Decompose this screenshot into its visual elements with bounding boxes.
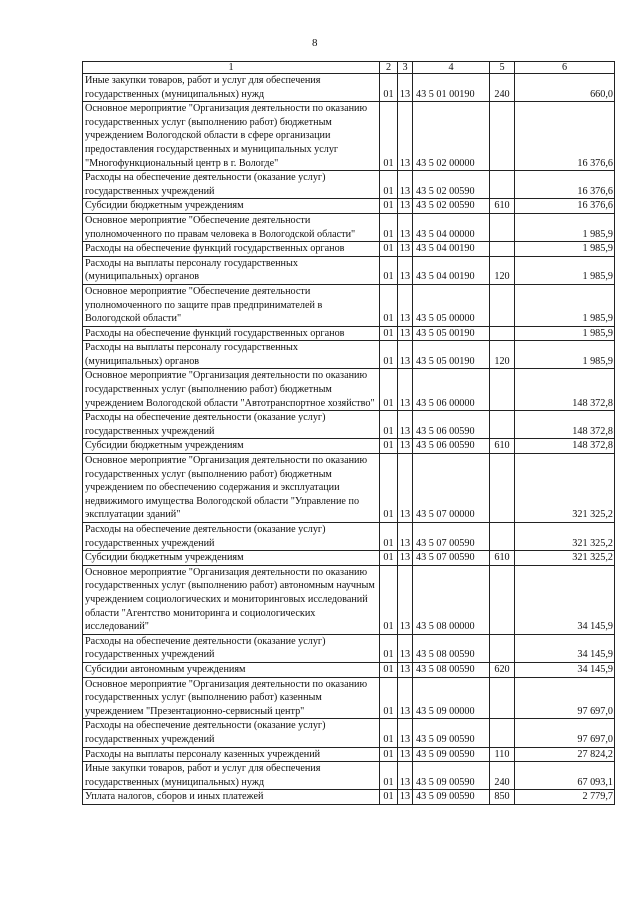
section-code-cell: 01 <box>380 242 398 257</box>
row-name-cell: Расходы на обеспечение деятельности (оказание услуг) государственных учреждений <box>83 411 380 439</box>
table-row <box>83 439 615 454</box>
subsection-code-cell: 13 <box>398 369 413 411</box>
expense-type-cell <box>490 411 515 439</box>
table-row <box>83 199 615 214</box>
table-row <box>83 102 615 171</box>
amount-cell: 1 985,9 <box>515 242 615 257</box>
table-row <box>83 634 615 662</box>
row-name-cell: Расходы на выплаты персоналу государственных (муниципальных) органов <box>83 341 380 369</box>
section-code-cell: 01 <box>380 74 398 102</box>
subsection-code-cell: 13 <box>398 551 413 566</box>
subsection-code-cell: 13 <box>398 242 413 257</box>
table-row <box>83 790 615 805</box>
table-row <box>83 747 615 762</box>
expense-type-cell <box>490 326 515 341</box>
section-code-cell: 01 <box>380 199 398 214</box>
subsection-code-cell: 13 <box>398 213 413 241</box>
amount-cell: 97 697,0 <box>515 719 615 747</box>
section-code-cell: 01 <box>380 284 398 326</box>
section-code-cell: 01 <box>380 213 398 241</box>
subsection-code-cell: 13 <box>398 411 413 439</box>
expense-type-cell <box>490 242 515 257</box>
expense-type-cell: 620 <box>490 662 515 677</box>
section-code-cell: 01 <box>380 565 398 634</box>
target-article-cell: 43 5 07 00000 <box>413 454 490 523</box>
section-code-cell: 01 <box>380 411 398 439</box>
amount-cell: 16 376,6 <box>515 102 615 171</box>
amount-cell: 321 325,2 <box>515 523 615 551</box>
section-code-cell: 01 <box>380 662 398 677</box>
section-code-cell: 01 <box>380 677 398 719</box>
table-row <box>83 454 615 523</box>
section-code-cell: 01 <box>380 747 398 762</box>
section-code-cell: 01 <box>380 439 398 454</box>
row-name-cell: Основное мероприятие "Обеспечение деятельности уполномоченного по правам человека в Вологодской области" <box>83 213 380 241</box>
amount-cell: 660,0 <box>515 74 615 102</box>
target-article-cell: 43 5 08 00590 <box>413 634 490 662</box>
amount-cell: 67 093,1 <box>515 762 615 790</box>
expense-type-cell: 110 <box>490 747 515 762</box>
section-code-cell: 01 <box>380 762 398 790</box>
row-name-cell: Иные закупки товаров, работ и услуг для обеспечения государственных (муниципальных) нужд <box>83 762 380 790</box>
expense-type-cell <box>490 677 515 719</box>
expense-type-cell <box>490 565 515 634</box>
expense-type-cell <box>490 284 515 326</box>
table-body <box>83 74 615 805</box>
section-code-cell: 01 <box>380 790 398 805</box>
target-article-cell: 43 5 04 00190 <box>413 242 490 257</box>
row-name-cell: Расходы на обеспечение деятельности (оказание услуг) государственных учреждений <box>83 171 380 199</box>
subsection-code-cell: 13 <box>398 565 413 634</box>
expense-type-cell <box>490 719 515 747</box>
subsection-code-cell: 13 <box>398 662 413 677</box>
row-name-cell: Основное мероприятие "Организация деятельности по оказанию государственных услуг (выполнению работ) бюджетным учреждением по обеспечению содержания и эксплуатации недвижимого имущества Вологодской области "Управление по эксплуатации зданий" <box>83 454 380 523</box>
target-article-cell: 43 5 08 00000 <box>413 565 490 634</box>
section-code-cell: 01 <box>380 634 398 662</box>
target-article-cell: 43 5 09 00590 <box>413 747 490 762</box>
subsection-code-cell: 13 <box>398 677 413 719</box>
amount-cell: 16 376,6 <box>515 199 615 214</box>
section-code-cell: 01 <box>380 523 398 551</box>
subsection-code-cell: 13 <box>398 719 413 747</box>
table-row <box>83 719 615 747</box>
expense-type-cell: 240 <box>490 762 515 790</box>
expense-type-cell: 120 <box>490 341 515 369</box>
row-name-cell: Иные закупки товаров, работ и услуг для обеспечения государственных (муниципальных) нужд <box>83 74 380 102</box>
table-row <box>83 341 615 369</box>
amount-cell: 1 985,9 <box>515 213 615 241</box>
amount-cell: 2 779,7 <box>515 790 615 805</box>
amount-cell: 1 985,9 <box>515 326 615 341</box>
target-article-cell: 43 5 09 00590 <box>413 762 490 790</box>
table-row <box>83 213 615 241</box>
table-row <box>83 242 615 257</box>
amount-cell: 34 145,9 <box>515 634 615 662</box>
section-code-cell: 01 <box>380 326 398 341</box>
row-name-cell: Основное мероприятие "Организация деятельности по оказанию государственных услуг (выполнению работ) бюджетным учреждением Вологодской области в сфере организации предоставления государственных и муниципальных услуг "Многофункциональный центр в г. Вологде" <box>83 102 380 171</box>
amount-cell: 1 985,9 <box>515 341 615 369</box>
amount-cell: 1 985,9 <box>515 256 615 284</box>
subsection-code-cell: 13 <box>398 790 413 805</box>
section-code-cell: 01 <box>380 369 398 411</box>
header-col-6: 6 <box>515 62 615 74</box>
subsection-code-cell: 13 <box>398 74 413 102</box>
row-name-cell: Основное мероприятие "Организация деятельности по оказанию государственных услуг (выполнению работ) бюджетным учреждением Вологодской области "Автотранспортное хозяйство" <box>83 369 380 411</box>
subsection-code-cell: 13 <box>398 326 413 341</box>
target-article-cell: 43 5 05 00000 <box>413 284 490 326</box>
amount-cell: 34 145,9 <box>515 565 615 634</box>
amount-cell: 321 325,2 <box>515 551 615 566</box>
table-header-row <box>83 62 615 74</box>
subsection-code-cell: 13 <box>398 762 413 790</box>
table-row <box>83 551 615 566</box>
amount-cell: 148 372,8 <box>515 439 615 454</box>
section-code-cell: 01 <box>380 341 398 369</box>
target-article-cell: 43 5 07 00590 <box>413 523 490 551</box>
subsection-code-cell: 13 <box>398 171 413 199</box>
target-article-cell: 43 5 04 00190 <box>413 256 490 284</box>
row-name-cell: Расходы на выплаты персоналу казенных учреждений <box>83 747 380 762</box>
target-article-cell: 43 5 05 00190 <box>413 341 490 369</box>
section-code-cell: 01 <box>380 171 398 199</box>
expense-type-cell <box>490 171 515 199</box>
target-article-cell: 43 5 02 00590 <box>413 199 490 214</box>
amount-cell: 34 145,9 <box>515 662 615 677</box>
table-row <box>83 369 615 411</box>
expense-type-cell: 610 <box>490 439 515 454</box>
table-row <box>83 523 615 551</box>
subsection-code-cell: 13 <box>398 102 413 171</box>
table-row <box>83 171 615 199</box>
section-code-cell: 01 <box>380 551 398 566</box>
target-article-cell: 43 5 07 00590 <box>413 551 490 566</box>
amount-cell: 1 985,9 <box>515 284 615 326</box>
header-col-1: 1 <box>83 62 380 74</box>
table-row <box>83 326 615 341</box>
row-name-cell: Субсидии бюджетным учреждениям <box>83 439 380 454</box>
expense-type-cell <box>490 369 515 411</box>
budget-table <box>82 61 615 805</box>
row-name-cell: Расходы на обеспечение деятельности (оказание услуг) государственных учреждений <box>83 523 380 551</box>
expense-type-cell <box>490 523 515 551</box>
target-article-cell: 43 5 05 00190 <box>413 326 490 341</box>
target-article-cell: 43 5 06 00000 <box>413 369 490 411</box>
subsection-code-cell: 13 <box>398 454 413 523</box>
subsection-code-cell: 13 <box>398 284 413 326</box>
section-code-cell: 01 <box>380 454 398 523</box>
row-name-cell: Основное мероприятие "Обеспечение деятельности уполномоченного по защите прав предпринимателей в Вологодской области" <box>83 284 380 326</box>
table-row <box>83 284 615 326</box>
target-article-cell: 43 5 08 00590 <box>413 662 490 677</box>
expense-type-cell: 240 <box>490 74 515 102</box>
row-name-cell: Уплата налогов, сборов и иных платежей <box>83 790 380 805</box>
row-name-cell: Субсидии бюджетным учреждениям <box>83 199 380 214</box>
table-row <box>83 762 615 790</box>
amount-cell: 27 824,2 <box>515 747 615 762</box>
target-article-cell: 43 5 02 00000 <box>413 102 490 171</box>
target-article-cell: 43 5 01 00190 <box>413 74 490 102</box>
header-col-5: 5 <box>490 62 515 74</box>
page-number: 8 <box>312 37 318 49</box>
table-row <box>83 565 615 634</box>
amount-cell: 148 372,8 <box>515 411 615 439</box>
subsection-code-cell: 13 <box>398 439 413 454</box>
subsection-code-cell: 13 <box>398 523 413 551</box>
target-article-cell: 43 5 09 00590 <box>413 719 490 747</box>
target-article-cell: 43 5 09 00000 <box>413 677 490 719</box>
header-col-2: 2 <box>380 62 398 74</box>
table-row <box>83 677 615 719</box>
amount-cell: 97 697,0 <box>515 677 615 719</box>
row-name-cell: Расходы на обеспечение функций государственных органов <box>83 242 380 257</box>
amount-cell: 321 325,2 <box>515 454 615 523</box>
table-row <box>83 411 615 439</box>
header-col-3: 3 <box>398 62 413 74</box>
target-article-cell: 43 5 09 00590 <box>413 790 490 805</box>
header-col-4: 4 <box>413 62 490 74</box>
target-article-cell: 43 5 06 00590 <box>413 439 490 454</box>
subsection-code-cell: 13 <box>398 256 413 284</box>
target-article-cell: 43 5 04 00000 <box>413 213 490 241</box>
row-name-cell: Расходы на выплаты персоналу государственных (муниципальных) органов <box>83 256 380 284</box>
section-code-cell: 01 <box>380 102 398 171</box>
target-article-cell: 43 5 02 00590 <box>413 171 490 199</box>
expense-type-cell <box>490 102 515 171</box>
row-name-cell: Основное мероприятие "Организация деятельности по оказанию государственных услуг (выполнению работ) казенным учреждением "Презентационно-сервисный центр" <box>83 677 380 719</box>
expense-type-cell <box>490 634 515 662</box>
table-row <box>83 662 615 677</box>
subsection-code-cell: 13 <box>398 341 413 369</box>
row-name-cell: Субсидии автономным учреждениям <box>83 662 380 677</box>
subsection-code-cell: 13 <box>398 634 413 662</box>
expense-type-cell <box>490 213 515 241</box>
expense-type-cell: 120 <box>490 256 515 284</box>
expense-type-cell: 850 <box>490 790 515 805</box>
row-name-cell: Основное мероприятие "Организация деятельности по оказанию государственных услуг (выполнению работ) автономным научным учреждением социологических и мониторинговых исследований области "Агентство мониторинга и социологических исследований" <box>83 565 380 634</box>
table-row <box>83 74 615 102</box>
section-code-cell: 01 <box>380 256 398 284</box>
expense-type-cell <box>490 454 515 523</box>
section-code-cell: 01 <box>380 719 398 747</box>
row-name-cell: Субсидии бюджетным учреждениям <box>83 551 380 566</box>
amount-cell: 148 372,8 <box>515 369 615 411</box>
target-article-cell: 43 5 06 00590 <box>413 411 490 439</box>
row-name-cell: Расходы на обеспечение функций государственных органов <box>83 326 380 341</box>
expense-type-cell: 610 <box>490 199 515 214</box>
expense-type-cell: 610 <box>490 551 515 566</box>
subsection-code-cell: 13 <box>398 747 413 762</box>
amount-cell: 16 376,6 <box>515 171 615 199</box>
row-name-cell: Расходы на обеспечение деятельности (оказание услуг) государственных учреждений <box>83 634 380 662</box>
row-name-cell: Расходы на обеспечение деятельности (оказание услуг) государственных учреждений <box>83 719 380 747</box>
table-row <box>83 256 615 284</box>
subsection-code-cell: 13 <box>398 199 413 214</box>
